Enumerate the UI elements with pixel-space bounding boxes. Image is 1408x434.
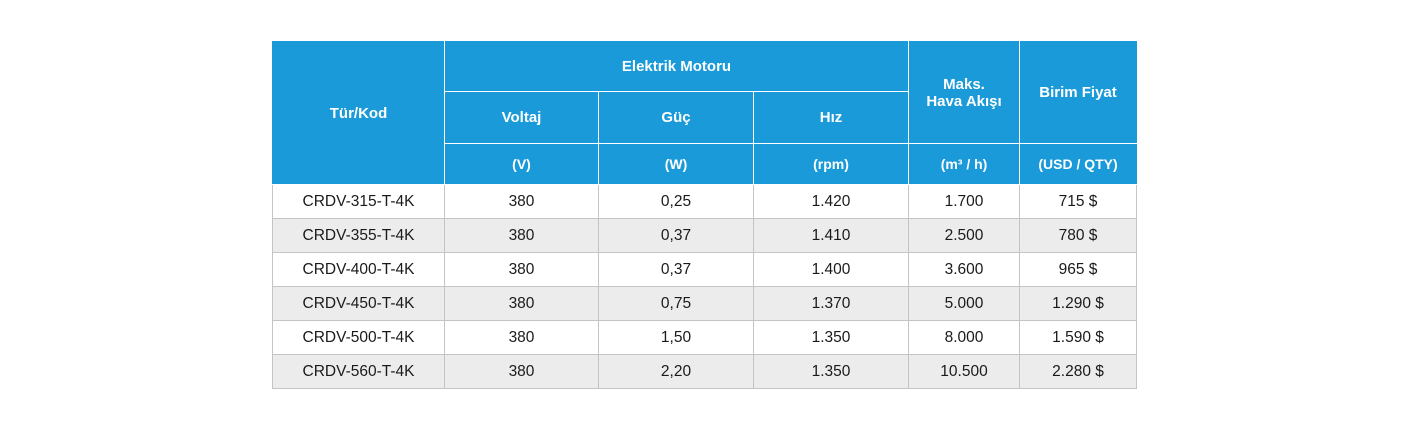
cell-price: 1.290 $: [1020, 287, 1137, 321]
cell-code: CRDV-560-T-4K: [273, 355, 445, 389]
cell-power: 0,37: [599, 253, 754, 287]
cell-airflow: 1.700: [909, 185, 1020, 219]
cell-price: 1.590 $: [1020, 321, 1137, 355]
table-row: [273, 355, 1137, 389]
cell-power: 0,75: [599, 287, 754, 321]
unit-power: (W): [599, 144, 754, 185]
table-row: [273, 219, 1137, 253]
cell-airflow: 2.500: [909, 219, 1020, 253]
cell-airflow: 5.000: [909, 287, 1020, 321]
unit-airflow: (m³ / h): [909, 144, 1020, 185]
cell-code: CRDV-315-T-4K: [273, 185, 445, 219]
header-speed: Hız: [754, 92, 909, 144]
cell-price: 715 $: [1020, 185, 1137, 219]
unit-price: (USD / QTY): [1020, 144, 1137, 185]
cell-code: CRDV-500-T-4K: [273, 321, 445, 355]
cell-power: 0,25: [599, 185, 754, 219]
cell-voltage: 380: [445, 355, 599, 389]
header-max-airflow: [909, 42, 1020, 144]
cell-code: CRDV-355-T-4K: [273, 219, 445, 253]
unit-speed: (rpm): [754, 144, 909, 185]
cell-power: 2,20: [599, 355, 754, 389]
price-table: [272, 41, 1137, 389]
cell-voltage: 380: [445, 185, 599, 219]
header-electric-motor: Elektrik Motoru: [445, 42, 909, 92]
table-row: [273, 321, 1137, 355]
cell-airflow: 3.600: [909, 253, 1020, 287]
table-row: [273, 185, 1137, 219]
cell-price: 780 $: [1020, 219, 1137, 253]
unit-voltage: (V): [445, 144, 599, 185]
cell-airflow: 10.500: [909, 355, 1020, 389]
cell-speed: 1.370: [754, 287, 909, 321]
cell-speed: 1.350: [754, 355, 909, 389]
cell-airflow: 8.000: [909, 321, 1020, 355]
cell-voltage: 380: [445, 321, 599, 355]
cell-power: 1,50: [599, 321, 754, 355]
cell-voltage: 380: [445, 287, 599, 321]
price-table-container: [272, 41, 1136, 389]
cell-speed: 1.410: [754, 219, 909, 253]
header-voltage: Voltaj: [445, 92, 599, 144]
cell-power: 0,37: [599, 219, 754, 253]
cell-price: 2.280 $: [1020, 355, 1137, 389]
header-unit-price: Birim Fiyat: [1020, 42, 1137, 144]
table-row: [273, 253, 1137, 287]
cell-voltage: 380: [445, 253, 599, 287]
cell-voltage: 380: [445, 219, 599, 253]
cell-code: CRDV-450-T-4K: [273, 287, 445, 321]
table-row: [273, 287, 1137, 321]
table-header: [273, 42, 1137, 185]
header-max-airflow-line2: Hava Akışı: [926, 92, 1002, 110]
table-body: [273, 185, 1137, 389]
cell-speed: 1.400: [754, 253, 909, 287]
header-power: Güç: [599, 92, 754, 144]
cell-price: 965 $: [1020, 253, 1137, 287]
cell-code: CRDV-400-T-4K: [273, 253, 445, 287]
header-type-code: Tür/Kod: [273, 42, 445, 185]
cell-speed: 1.350: [754, 321, 909, 355]
header-max-airflow-line1: Maks.: [943, 75, 985, 93]
cell-speed: 1.420: [754, 185, 909, 219]
